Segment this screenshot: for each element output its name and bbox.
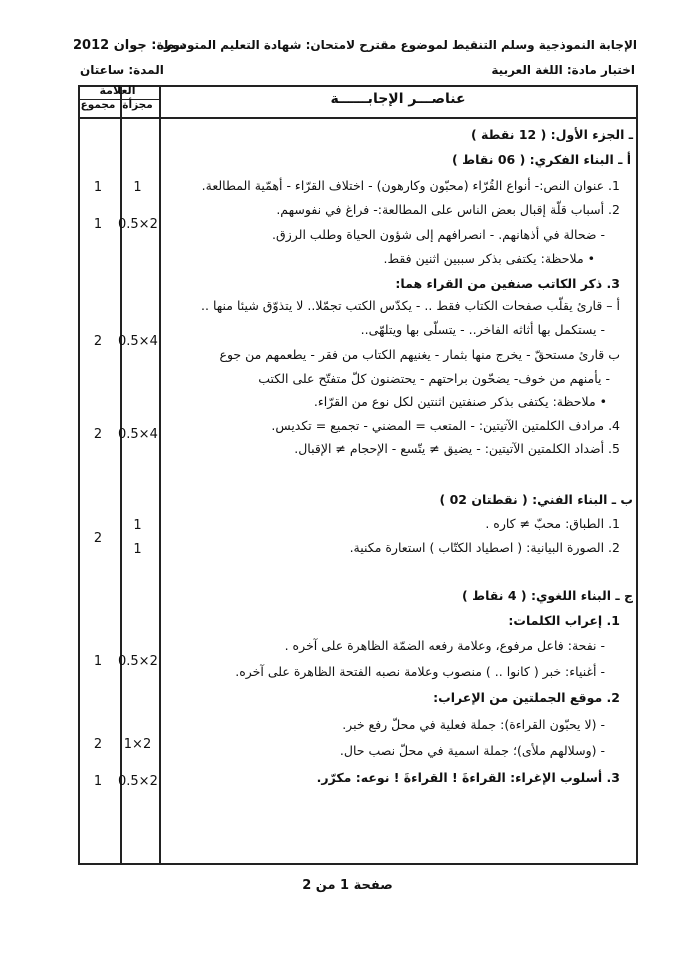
partial-mark: 0.5×4: [118, 334, 158, 349]
answer-line: 5. أضداد الكلمتين الآتيتين: - يضيق ≠ يتّسع - الإحجام ≠ الإقبال.: [294, 441, 620, 456]
answer-line: ب قارئ مستحقّ - يخرج منها بثمار - يغنيهم الكتاب من فقر - يطعمهم من جوع: [219, 347, 620, 362]
answer-line: 4. مرادف الكلمتين الآتيتين: - المتعب = المضني - تجميع = تكديس.: [271, 418, 620, 433]
partial-mark: 1: [133, 180, 142, 195]
answer-line: 3. ذكر الكاتب صنفين من القراء هما:: [395, 276, 620, 291]
elements-header: عناصـــر الإجابــــــة: [330, 91, 466, 107]
answer-line: - نفحة: فاعل مرفوع، وعلامة رفعه الضمّة الظاهرة على آخره .: [284, 638, 605, 653]
partial-header: مجزأة: [122, 99, 153, 111]
subject-label: اختبار مادة: اللغة العربية: [491, 63, 635, 77]
answer-line: 2. الصورة البيانية: ( اصطياد الكتّاب ) استعارة مكنية.: [349, 540, 620, 555]
section-c-title: ج ـ البناء اللغوي: ( 4 نقاط ): [462, 588, 633, 603]
note-line: • ملاحظة: يكتفى بذكر سببين اثنين فقط.: [383, 251, 595, 266]
answer-line: - (لا يحبّون القراءة): جملة فعلية في محلّ رفع خبر.: [342, 717, 605, 732]
total-mark: 2: [93, 334, 103, 349]
partial-mark: 0.5×2: [118, 217, 158, 232]
page-number: صفحة 1 من 2: [302, 878, 393, 893]
partial-mark: 1×2: [123, 737, 152, 752]
partial-mark: 0.5×4: [118, 427, 158, 442]
answer-line: - أغنياء: خبر ( كانوا .. ) منصوب وعلامة نصبه الفتحة الظاهرة على آخره.: [235, 664, 605, 679]
answer-line: أ – قارئ يقلّب صفحات الكتاب فقط .. - يكدّس الكتب تجمّلا.. لا يتذوّق شيئا منها ..: [201, 298, 620, 313]
total-mark: 1: [93, 654, 103, 669]
partial-mark: 0.5×2: [118, 654, 158, 669]
header-divider: [80, 117, 636, 119]
exam-title: الإجابة النموذجية وسلم التنقيط لموضوع مقترح لامتحان: شهادة التعليم المتوسط: [162, 38, 637, 52]
part-one-title: ـ الجزء الأول: ( 12 نقطة ): [470, 127, 633, 142]
total-mark: 2: [93, 737, 103, 752]
answer-line: 3. أسلوب الإغراء: القراءةَ ! القراءةَ ! نوعه: مكرّر.: [316, 770, 620, 785]
answer-line: 1. عنوان النص:- أنواع القُرّاء (محبّون وكارهون) - اختلاف القرّاء - أهمّية المطالعة.: [201, 178, 620, 193]
partial-mark: 1: [133, 518, 142, 533]
section-b-title: ب ـ البناء الفني: ( نقطتان 02 ): [439, 492, 633, 507]
grade-header: العلامة: [99, 84, 136, 97]
duration-label: المدة: ساعتان: [80, 63, 164, 77]
section-a-title: أ ـ البناء الفكري: ( 06 نقاط ): [452, 152, 631, 167]
answer-line: 1. إعراب الكلمات:: [508, 613, 620, 628]
answer-line: 2. موقع الجملتين من الإعراب:: [433, 690, 620, 705]
answer-line: - يأمنهم من خوف- يضحّون براحتهم - يحتضنون كلّ متفتّح على الكتب: [258, 371, 610, 386]
answer-line: 1. الطباق: محبّ ≠ كاره .: [485, 516, 620, 531]
note-line: • ملاحظة: يكتفى بذكر صنفتين اثنتين لكل نوع من القرّاء.: [313, 394, 607, 409]
total-mark: 2: [93, 427, 103, 442]
answer-line: 2. أسباب قلّة إقبال بعض الناس على المطالعة:- فراغ في نفوسهم.: [276, 202, 620, 217]
partial-mark: 1: [133, 542, 142, 557]
total-mark: 1: [93, 217, 103, 232]
session-label: دورة: جوان 2012: [73, 38, 187, 53]
total-mark: 1: [93, 180, 103, 195]
column-divider: [159, 87, 161, 863]
total-mark: 2: [93, 531, 103, 546]
answer-line: - (وسلالهم ملأى)؛ جملة اسمية في محلّ نصب حال.: [339, 743, 605, 758]
partial-mark: 0.5×2: [118, 774, 158, 789]
answer-line: - ضحالة في أذهانهم. - انصرافهم إلى شؤون الحياة وطلب الرزق.: [272, 227, 605, 242]
total-header: مجموع: [80, 99, 116, 111]
answer-line: - يستكمل بها أثاثه الفاخر.. - يتسلّى بها ويتلهّى..: [360, 322, 605, 337]
total-mark: 1: [93, 774, 103, 789]
